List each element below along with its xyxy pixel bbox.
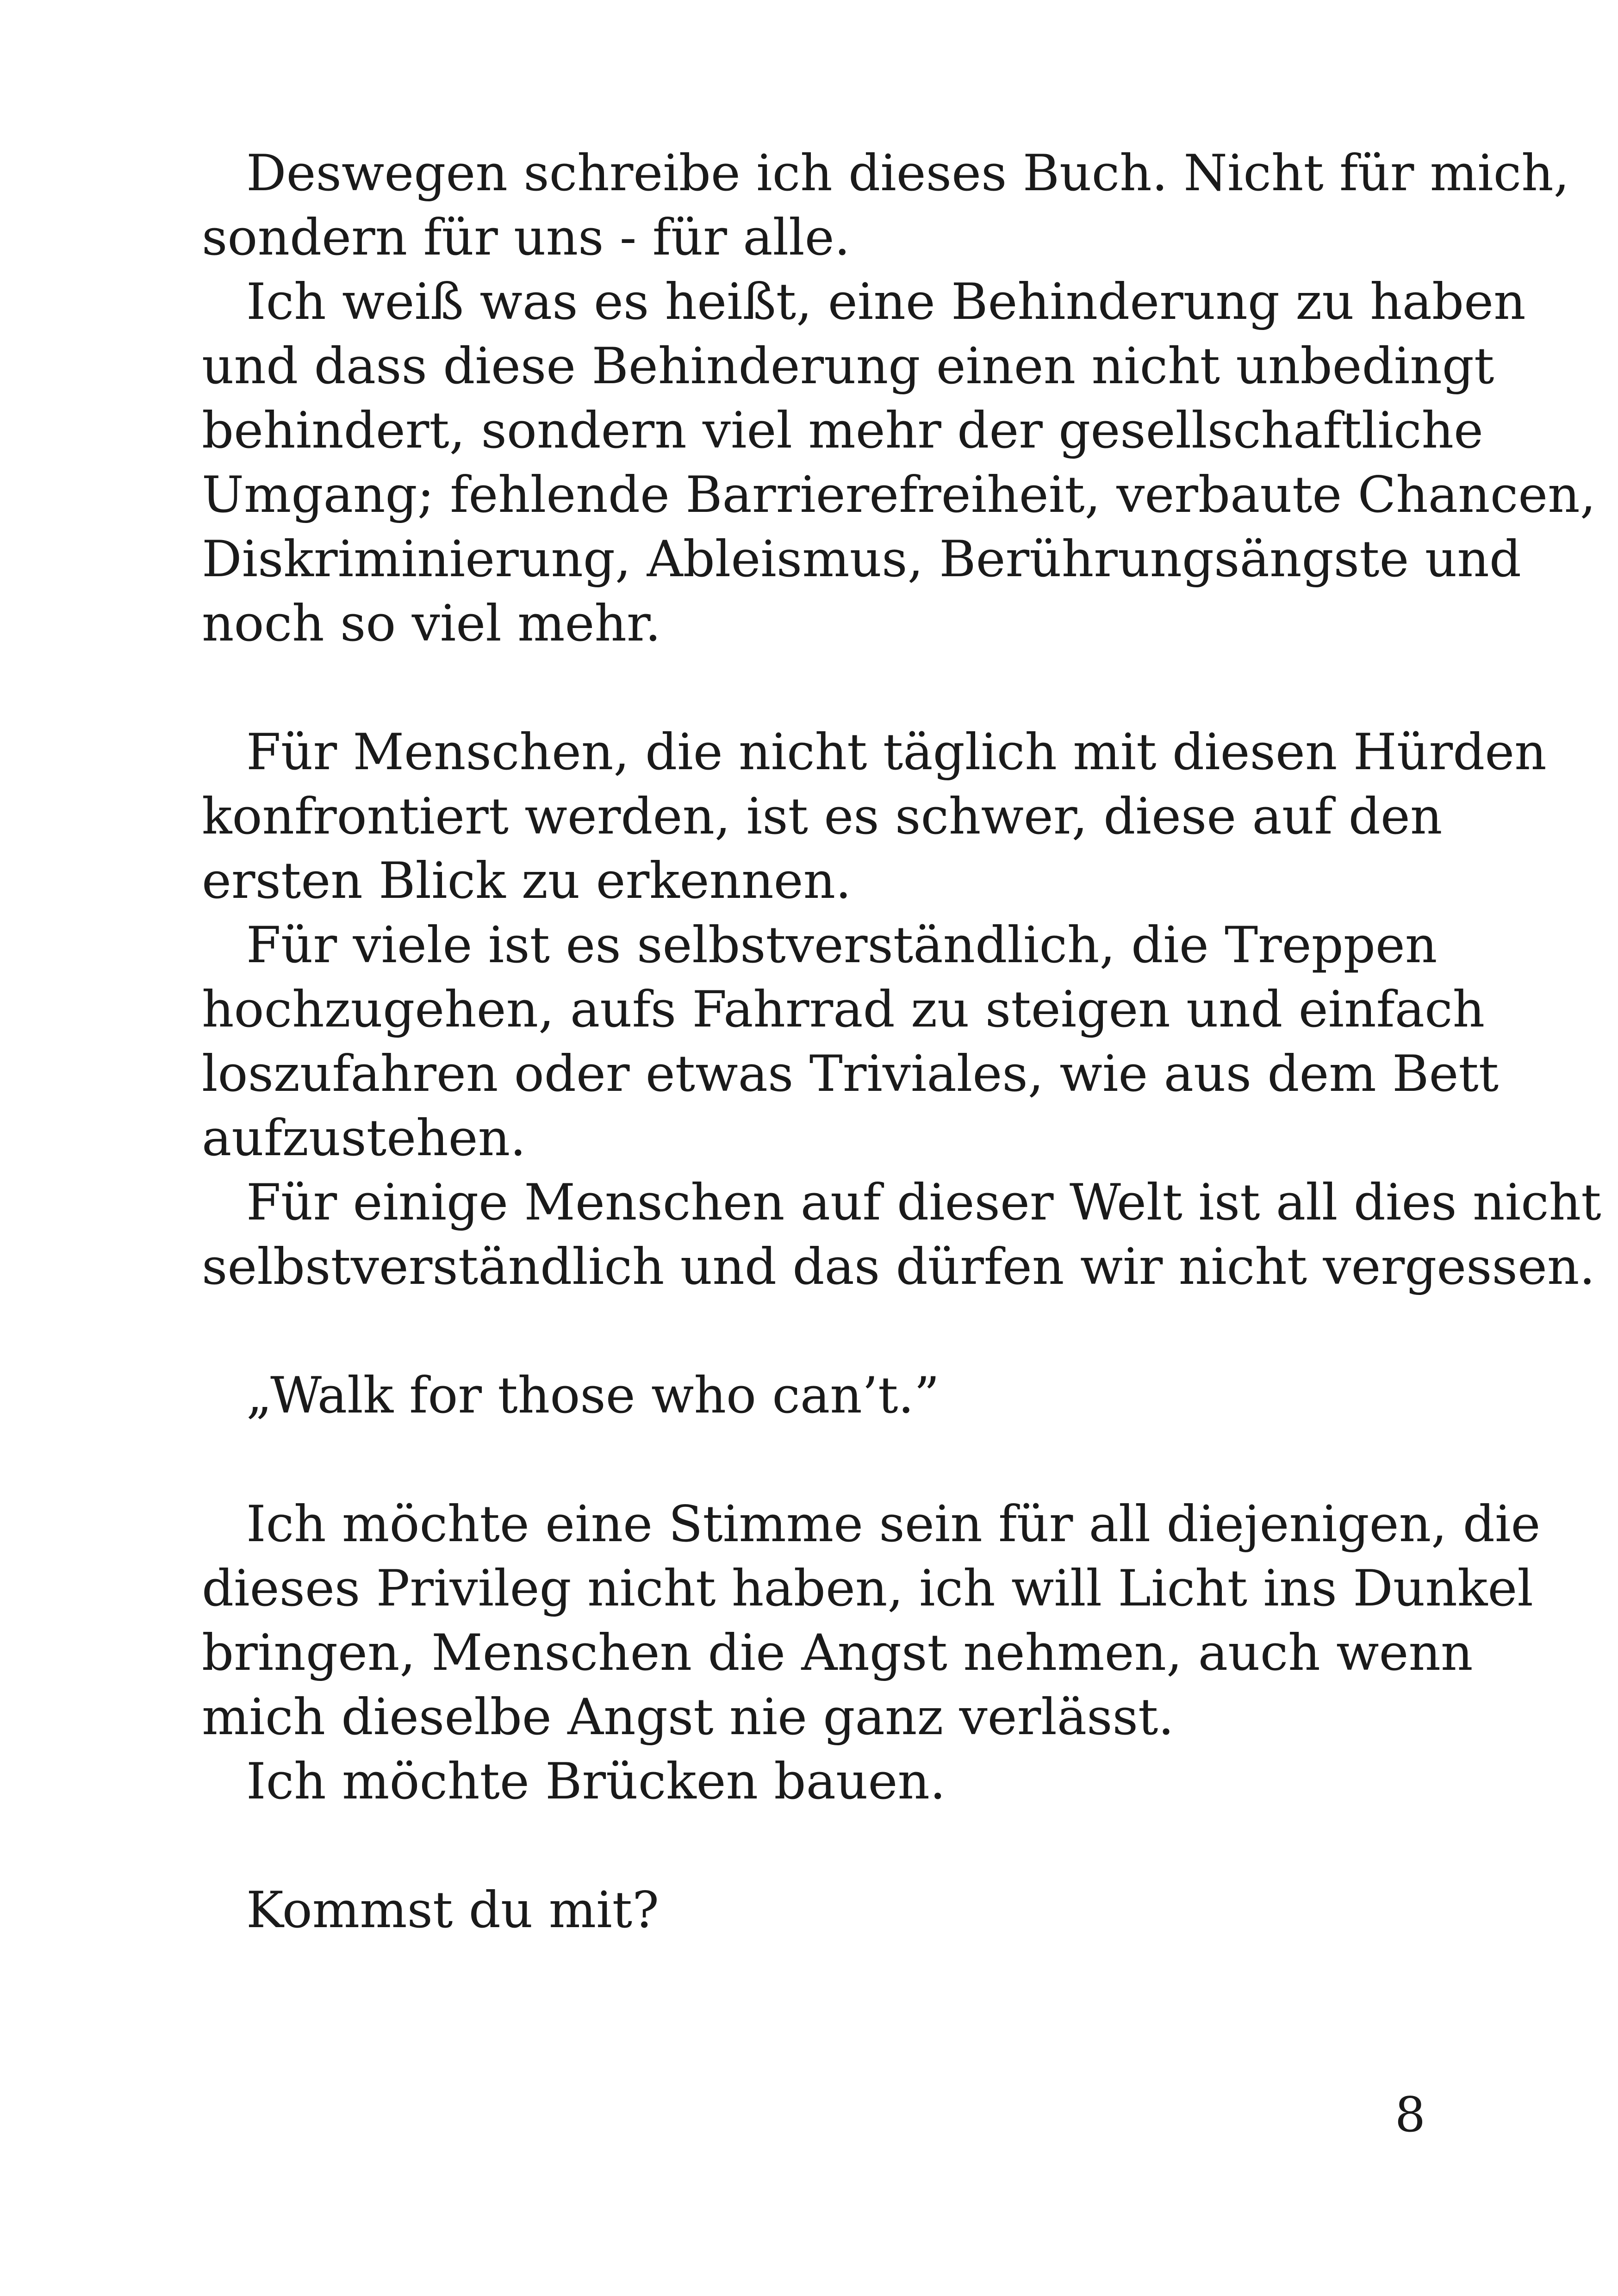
closing-question: Kommst du mit?: [246, 1881, 660, 1939]
text-line: behindert, sondern viel mehr der gesellschaftliche: [202, 402, 1483, 460]
text-line: noch so viel mehr.: [202, 595, 661, 653]
page-number: 8: [1394, 2086, 1425, 2143]
text-line: Deswegen schreibe ich dieses Buch. Nicht für mich,: [246, 144, 1569, 202]
text-line: Für Menschen, die nicht täglich mit diesen Hürden: [246, 723, 1547, 781]
paragraph-spacer: [202, 656, 1424, 720]
text-line: hochzugehen, aufs Fahrrad zu steigen und einfach: [202, 981, 1485, 1039]
text-line: und dass diese Behinderung einen nicht unbedingt: [202, 337, 1494, 395]
text-line: mich dieselbe Angst nie ganz verlässt.: [202, 1688, 1174, 1746]
page-body: [202, 141, 1601, 1942]
closing-paragraph: [202, 1878, 1424, 1942]
text-line: dieses Privileg nicht haben, ich will Licht ins Dunkel: [202, 1560, 1533, 1618]
paragraph-welt: [202, 1170, 1601, 1299]
text-line: Ich möchte eine Stimme sein für all diejenigen, die: [246, 1495, 1541, 1553]
paragraph-spacer: [202, 1428, 1424, 1492]
paragraph-stimme: [202, 1492, 1541, 1749]
paragraph-spacer: [202, 1814, 1424, 1878]
paragraph-bruecken: [202, 1749, 1424, 1814]
text-line: konfrontiert werden, ist es schwer, diese auf den: [202, 788, 1443, 846]
text-line: Ich weiß was es heißt, eine Behinderung zu haben: [246, 273, 1526, 331]
text-line: loszufahren oder etwas Triviales, wie aus dem Bett: [202, 1045, 1499, 1103]
text-line: Für viele ist es selbstverständlich, die Treppen: [246, 916, 1438, 974]
text-line: aufzustehen.: [202, 1109, 526, 1167]
paragraph-treppen: [202, 913, 1499, 1170]
text-line: Umgang; fehlende Barrierefreiheit, verbaute Chancen,: [202, 466, 1596, 524]
quote-line: „Walk for those who can’t.”: [246, 1367, 940, 1425]
text-line: Für einige Menschen auf dieser Welt ist all dies nicht: [246, 1174, 1601, 1232]
paragraph-huerden: [202, 720, 1547, 913]
text-line: Ich möchte Brücken bauen.: [246, 1753, 946, 1811]
text-line: sondern für uns - für alle.: [202, 209, 850, 267]
text-line: selbstverständlich und das dürfen wir nicht vergessen.: [202, 1238, 1595, 1296]
paragraph-behinderung: [202, 270, 1596, 656]
text-line: bringen, Menschen die Angst nehmen, auch wenn: [202, 1624, 1473, 1682]
text-line: Diskriminierung, Ableismus, Berührungsängste und: [202, 530, 1521, 588]
text-line: ersten Blick zu erkennen.: [202, 852, 852, 910]
paragraph-spacer: [202, 1299, 1424, 1363]
paragraph-buch: [202, 141, 1569, 270]
quote-paragraph: [202, 1363, 1424, 1428]
